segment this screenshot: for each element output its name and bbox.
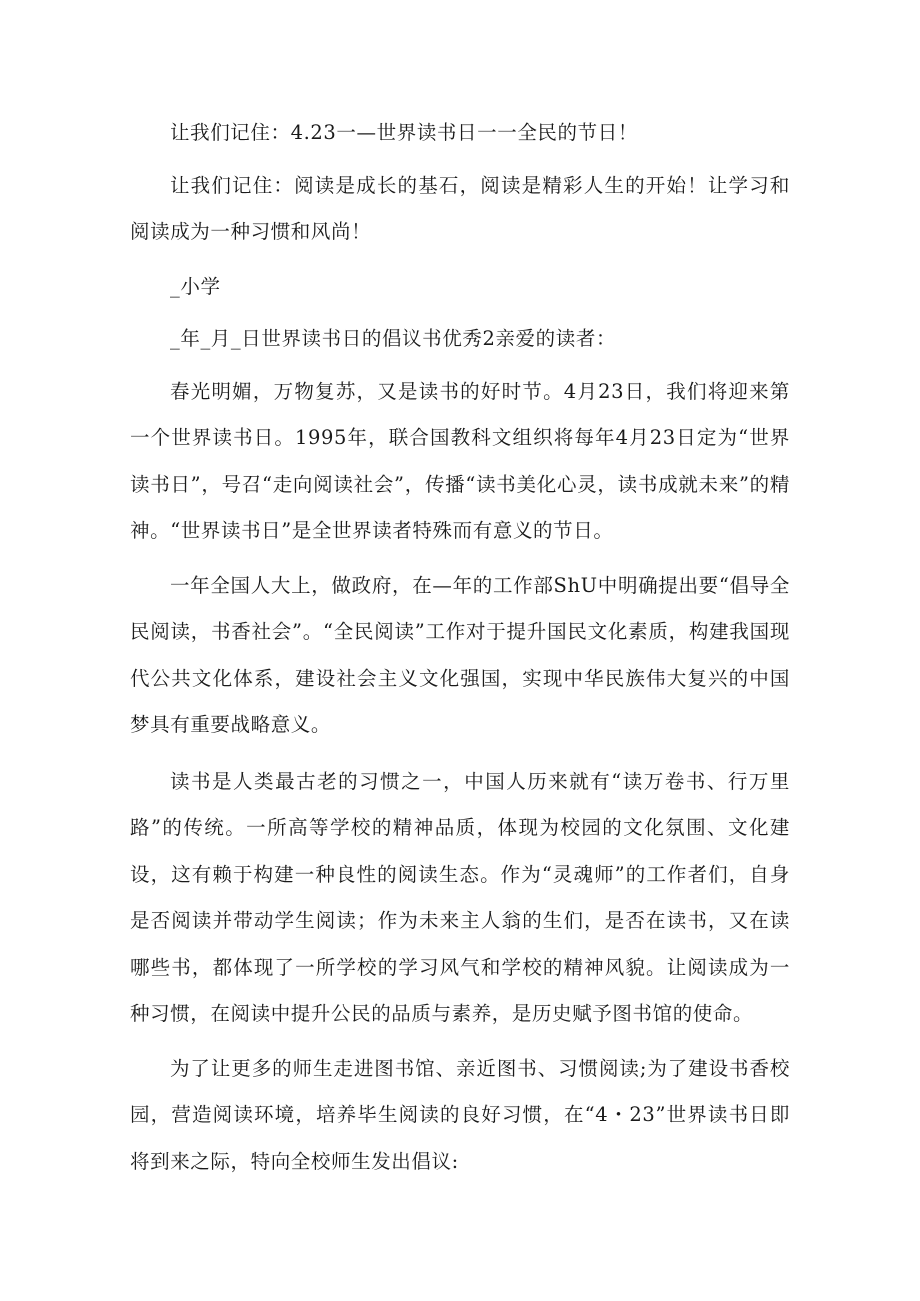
paragraph-national-reading: 一年全国人大上，做政府，在—年的工作部ShU中明确提出要“倡导全民阅读，书香社会”。“全民阅读”工作对于提升国民文化素质，构建我国现代公共文化体系，建设社会主义文化强国，实现中华民族伟大复兴的中国梦具有重要战略意义。 [130, 573, 790, 736]
paragraph-school-signature: _小学 [170, 274, 221, 298]
paragraph-reading-tradition: 读书是人类最古老的习惯之一，中国人历来就有“读万卷书、行万里路”的传统。一所高等学校的精神品质，体现为校园的文化氛围、文化建设，这有赖于构建一种良性的阅读生态。作为“灵魂师”的工作者们，自身是否阅读并带动学生阅读；作为未来主人翁的生们，是否在读书，又在读哪些书，都体现了一所学校的学习风气和学校的精神风貌。让阅读成为一种习惯，在阅读中提升公民的品质与素养，是历史赋予图书馆的使命。 [130, 769, 790, 1025]
paragraph-remember-reading: 让我们记住：阅读是成长的基石，阅读是精彩人生的开始！让学习和阅读成为一种习惯和风尚！ [130, 173, 790, 243]
paragraph-proposal-call: 为了让更多的师生走进图书馆、亲近图书、习惯阅读;为了建设书香校园，营造阅读环境，培养毕生阅读的良好习惯，在“4・23”世界读书日即将到来之际，特向全校师生发出倡议: [130, 1056, 790, 1173]
paragraph-proposal-heading: _年_月_日世界读书日的倡议书优秀2亲爱的读者： [170, 327, 617, 350]
paragraph-spring-intro: 春光明媚，万物复苏，又是读书的好时节。4月23日，我们将迎来第一个世界读书日。1995年，联合国教科文组织将每年4月23日定为“世界读书日”，号召“走向阅读社会”，传播“读书美化心灵，读书成就未来”的精神。“世界读书日”是全世界读者特殊而有意义的节日。 [130, 379, 790, 542]
document-body [130, 110, 790, 1185]
paragraph-remember-date: 让我们记住：4.23一—世界读书日一一全民的节日！ [170, 121, 638, 144]
